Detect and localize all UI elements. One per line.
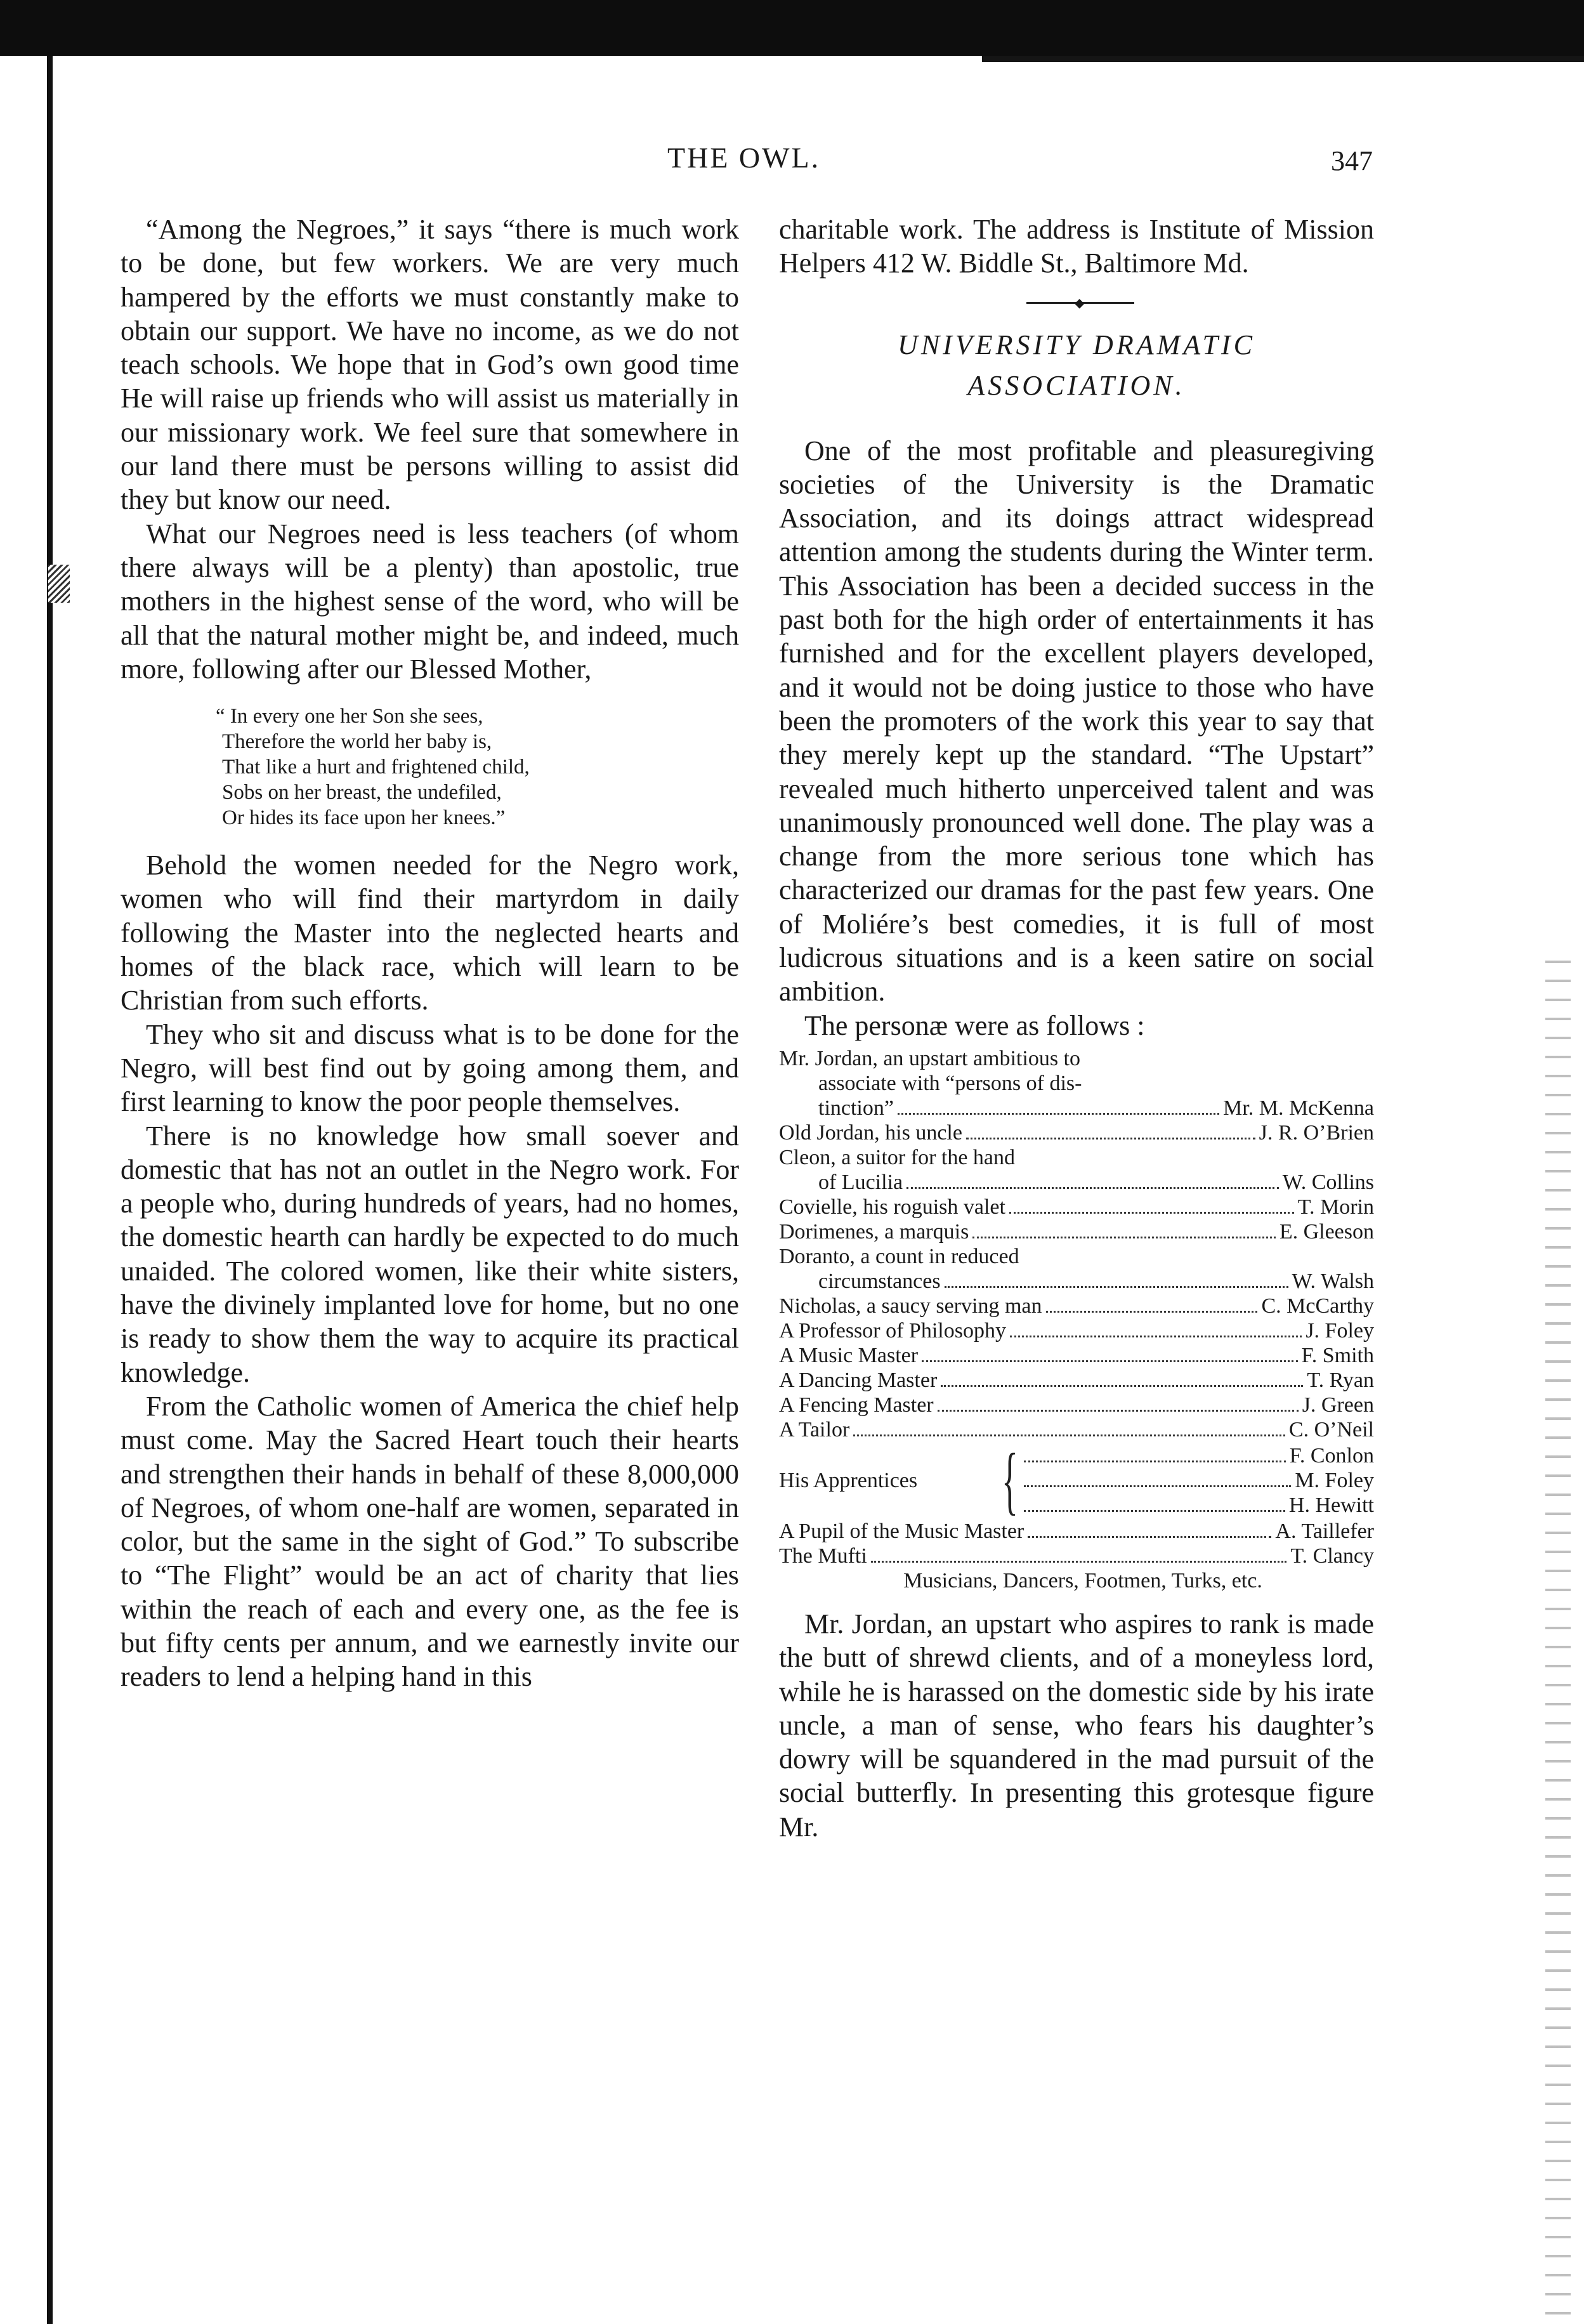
scan-right-edge bbox=[1545, 952, 1571, 2322]
leader-dots bbox=[907, 1187, 1279, 1189]
apprentices-group bbox=[779, 1438, 1374, 1523]
paragraph: There is no knowledge how small soever and domestic that has not an outlet in the Negro work. For a people who, during hundreds of years, had no homes, the domestic hearth can hardly be expected to do much unaided. The colored women, like their white sisters, have the divinely implanted love for home, but no one is ready to show them the way to acquire its practical knowledge. bbox=[121, 1120, 739, 1388]
section-heading bbox=[779, 325, 1374, 406]
paragraph: They who sit and discuss what is to be done for the Negro, will best find out by going among them, and first learning to know the poor people themselves. bbox=[121, 1018, 739, 1118]
cast-role: A Pupil of the Music Master bbox=[779, 1519, 1024, 1543]
cast-actor: J. Foley bbox=[1306, 1318, 1374, 1343]
cast-actor: M. Foley bbox=[1295, 1468, 1374, 1492]
apprentices-list bbox=[1020, 1443, 1374, 1518]
paragraph: From the Catholic women of America the chief help must come. May the Sacred Heart touch their hearts and strengthen their hands in behalf of these 8,000,000 of Negroes, of whom one-half are women, separated in color, but the same in the sight of God.” To subscribe to “The Flight” would be an act of charity that lies within the reach of each and every one, as the fee is but fifty cents per annum, and we earnestly invite our readers to lend a helping hand in this bbox=[121, 1390, 739, 1693]
leader-dots bbox=[972, 1237, 1276, 1238]
cast-row bbox=[779, 1219, 1374, 1244]
cast-actor: F. Conlon bbox=[1289, 1443, 1374, 1467]
leader-dots bbox=[1024, 1510, 1285, 1512]
cast-actor: A. Taillefer bbox=[1275, 1519, 1374, 1543]
cast-role: Doranto, a count in reduced bbox=[779, 1244, 1019, 1268]
cast-row bbox=[779, 1393, 1374, 1417]
cast-actor: C. O’Neil bbox=[1288, 1417, 1374, 1441]
leader-dots bbox=[1046, 1311, 1258, 1313]
poem-line: “ In every one her Son she sees, bbox=[216, 705, 483, 728]
scan-top-bar bbox=[0, 0, 1584, 56]
personae-intro: The personæ were as follows : bbox=[804, 1009, 1145, 1041]
leader-dots bbox=[1009, 1212, 1294, 1214]
cast-row bbox=[779, 1195, 1374, 1219]
leader-dots bbox=[966, 1138, 1255, 1139]
cast-actor: T. Morin bbox=[1297, 1195, 1374, 1219]
leader-dots bbox=[945, 1286, 1288, 1288]
running-header-title: THE OWL. bbox=[667, 141, 821, 174]
cast-row bbox=[779, 1269, 1374, 1294]
cast-row bbox=[779, 1170, 1374, 1195]
leader-dots bbox=[1024, 1461, 1286, 1462]
cast-actor: Mr. M. McKenna bbox=[1223, 1096, 1374, 1120]
leader-dots bbox=[941, 1385, 1303, 1387]
cast-list bbox=[779, 1046, 1374, 1593]
scan-left-border bbox=[47, 56, 53, 2324]
cast-role: His Apprentices bbox=[779, 1468, 918, 1492]
cast-row bbox=[1020, 1493, 1374, 1518]
paragraph: “Among the Negroes,” it says “there is much work to be done, but few workers. We are very much hampered by the efforts we must constantly make to obtain our support. We have no income, as we do not teach schools. We hope that in God’s own good time He will raise up friends who will assist us materially in our missionary work. We feel sure that somewhere in our land there must be persons willing to assist did they but know our need. bbox=[121, 214, 739, 516]
paragraph: One of the most profitable and pleasuregiving societies of the University is the Dramatic Association, and its doings attract widespread attention among the students during the Winter term. This Association has been a decided success in the past both for the high order of entertainments it has furnished and for the excellent players developed, and it would not be doing justice to those who have been the promoters of the work this year to say that they merely kept up the standard. “The Upstart” revealed much hitherto unperceived talent and was unanimously pronounced well done. The play was a change from the more serious tone which has characterized our dramas for the past few years. One of Moliére’s best comedies, it is full of most ludicrous situations and is a keen satire on social ambition. bbox=[779, 435, 1374, 1008]
cast-actor: H. Hewitt bbox=[1288, 1493, 1374, 1517]
cast-extras: Musicians, Dancers, Footmen, Turks, etc. bbox=[903, 1568, 1262, 1592]
cast-actor: C. McCarthy bbox=[1261, 1294, 1374, 1318]
section-divider bbox=[779, 293, 1374, 313]
leader-dots bbox=[853, 1434, 1285, 1436]
cast-role: circumstances bbox=[818, 1269, 941, 1293]
paragraph: Behold the women needed for the Negro work, women who will find their martyrdom in daily following the Master into the neglected hearts and homes of the black race, which will learn to be Christian from such efforts. bbox=[121, 850, 739, 1016]
cast-actor: W. Walsh bbox=[1292, 1269, 1374, 1293]
cast-row bbox=[779, 1120, 1374, 1145]
cast-role: The Mufti bbox=[779, 1544, 867, 1568]
leader-dots bbox=[1028, 1536, 1271, 1538]
cast-actor: T. Clancy bbox=[1290, 1544, 1374, 1568]
leader-dots bbox=[1010, 1336, 1302, 1337]
leader-dots bbox=[898, 1113, 1219, 1115]
section-heading-line: ASSOCIATION. bbox=[967, 369, 1186, 401]
leader-dots bbox=[938, 1410, 1299, 1412]
right-column bbox=[779, 213, 1374, 1844]
cast-role: Cleon, a suitor for the hand bbox=[779, 1145, 1016, 1169]
cast-row bbox=[779, 1417, 1374, 1442]
cast-actor: J. Green bbox=[1302, 1393, 1374, 1417]
cast-row bbox=[1020, 1443, 1374, 1468]
cast-role: A Dancing Master bbox=[779, 1368, 938, 1392]
cast-role: A Professor of Philosophy bbox=[779, 1318, 1006, 1343]
cast-role: A Tailor bbox=[779, 1417, 850, 1441]
leader-dots bbox=[1024, 1485, 1291, 1487]
page-number: 347 bbox=[1331, 145, 1373, 176]
cast-role: Covielle, his roguish valet bbox=[779, 1195, 1005, 1219]
cast-role: Old Jordan, his uncle bbox=[779, 1120, 962, 1145]
scan-top-bar-edge bbox=[0, 56, 1584, 62]
cast-actor: T. Ryan bbox=[1307, 1368, 1374, 1392]
leader-dots bbox=[871, 1561, 1287, 1563]
divider-ornament: ◆ bbox=[1075, 296, 1085, 310]
cast-row bbox=[779, 1294, 1374, 1318]
cast-role: A Fencing Master bbox=[779, 1393, 934, 1417]
cast-row bbox=[1020, 1468, 1374, 1493]
cast-row bbox=[779, 1544, 1374, 1568]
leader-dots bbox=[922, 1360, 1297, 1362]
paragraph: Mr. Jordan, an upstart who aspires to rank is made the butt of shrewd clients, and of a moneyless lord, while he is harassed on the domestic side by his irate uncle, a man of sense, who fears his daughter’s dowry will be squandered in the mad pursuit of the social butterfly. In presenting this grotesque figure Mr. bbox=[779, 1608, 1374, 1842]
cast-actor: J. R. O’Brien bbox=[1259, 1120, 1374, 1145]
paragraph-continuation: charitable work. The address is Institute of Mission Helpers 412 W. Biddle St., Baltimore Md. bbox=[779, 214, 1374, 279]
cast-role: Nicholas, a saucy serving man bbox=[779, 1294, 1042, 1318]
scan-margin-mark bbox=[48, 565, 70, 603]
cast-row bbox=[779, 1343, 1374, 1368]
cast-actor: E. Gleeson bbox=[1279, 1219, 1374, 1244]
poem-line: Or hides its face upon her knees.” bbox=[222, 806, 506, 830]
cast-row bbox=[779, 1096, 1374, 1120]
paragraph: What our Negroes need is less teachers (of whom there always will be a plenty) than apostolic, true mothers in the highest sense of the word, who will be all that the natural mother might be, and indeed, much more, following after our Blessed Mother, bbox=[121, 518, 739, 685]
section-heading-line: UNIVERSITY DRAMATIC bbox=[898, 329, 1255, 360]
cast-role: of Lucilia bbox=[818, 1170, 903, 1194]
cast-actor: F. Smith bbox=[1301, 1343, 1374, 1367]
cast-role: A Music Master bbox=[779, 1343, 919, 1367]
cast-role: associate with “persons of dis- bbox=[818, 1071, 1082, 1095]
brace-glyph: { bbox=[1002, 1438, 1018, 1523]
cast-role: tinction” bbox=[818, 1096, 894, 1120]
cast-role: Mr. Jordan, an upstart ambitious to bbox=[779, 1046, 1081, 1070]
poem-line: Sobs on her breast, the undefiled, bbox=[222, 781, 502, 804]
poem-line: Therefore the world her baby is, bbox=[222, 730, 492, 754]
poem-quote bbox=[216, 704, 739, 830]
cast-row bbox=[779, 1519, 1374, 1544]
left-column bbox=[121, 213, 739, 1694]
cast-role: Dorimenes, a marquis bbox=[779, 1219, 969, 1244]
cast-row bbox=[779, 1368, 1374, 1393]
cast-actor: W. Collins bbox=[1282, 1170, 1374, 1194]
cast-row bbox=[779, 1318, 1374, 1343]
poem-line: That like a hurt and frightened child, bbox=[222, 756, 530, 779]
